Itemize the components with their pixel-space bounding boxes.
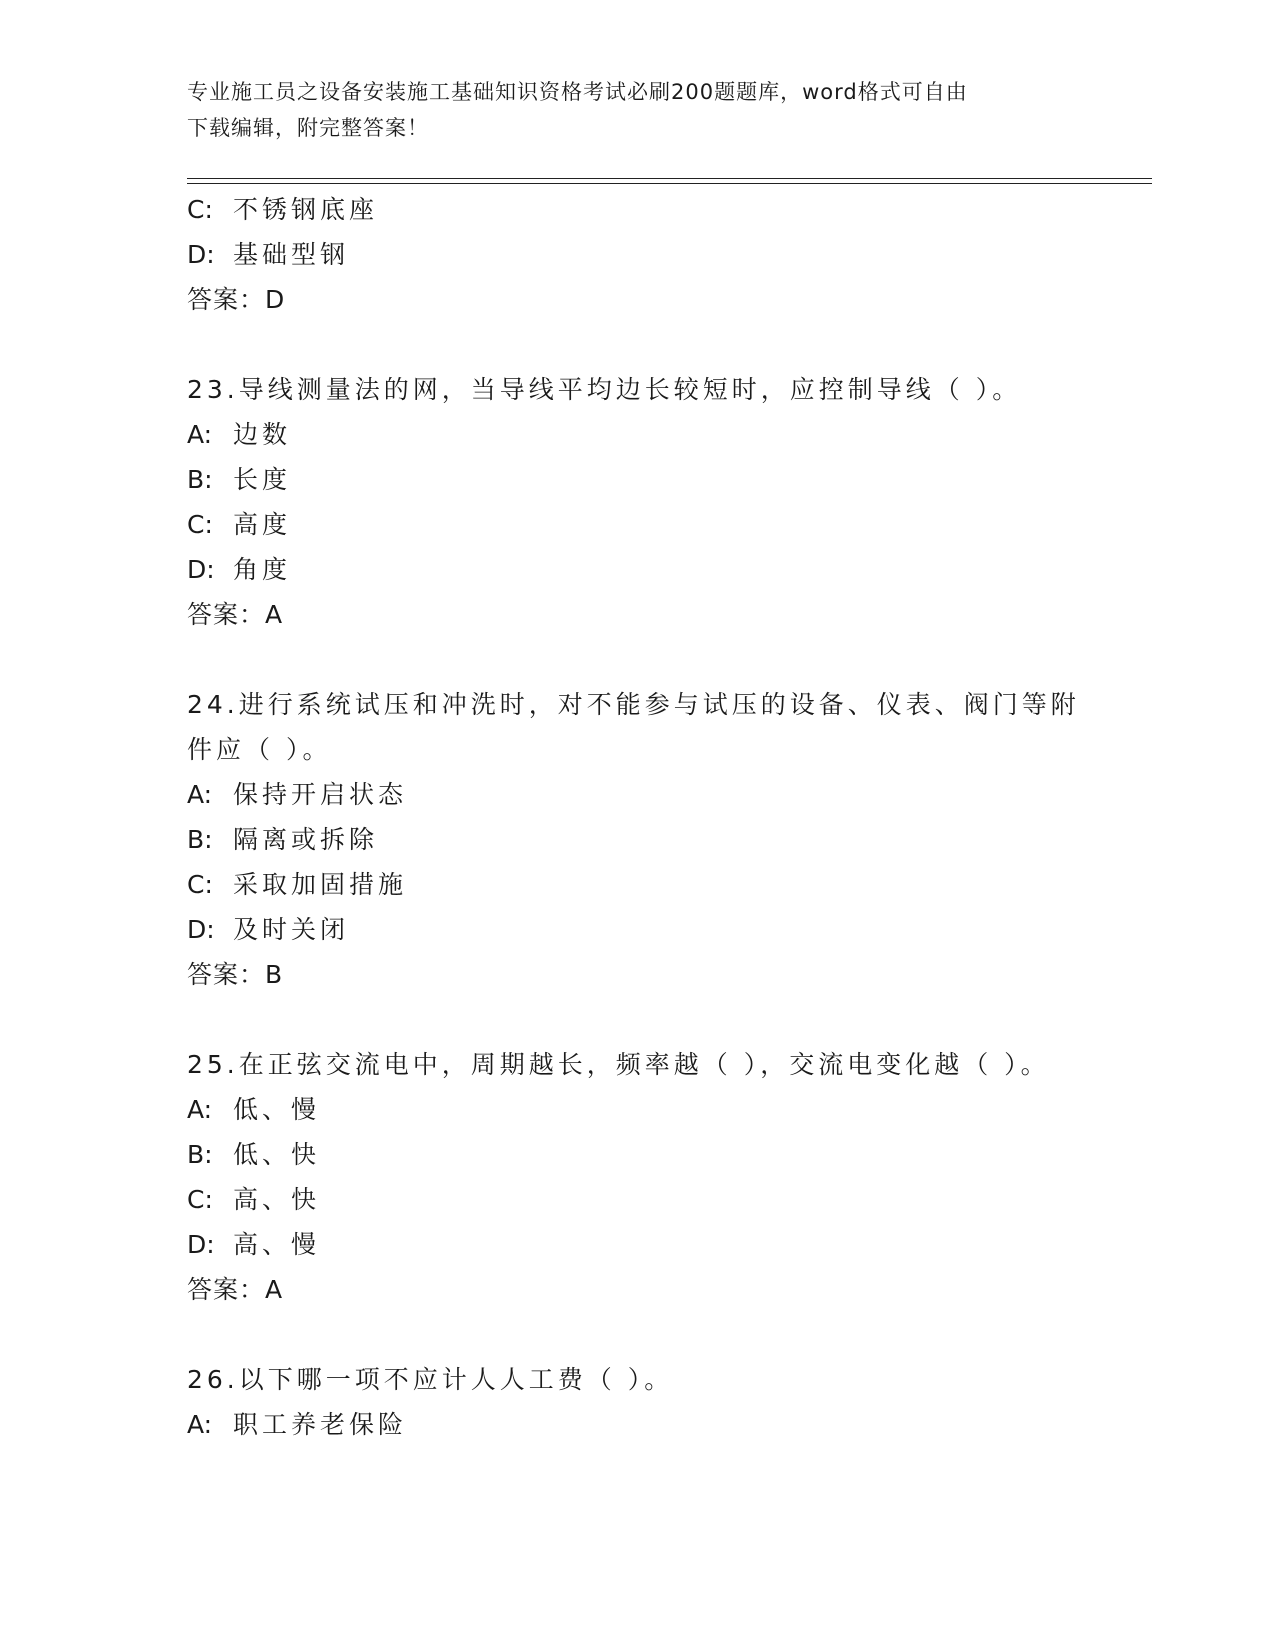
answer-label: 答案： [187,960,266,989]
option-text: 基础型钢 [233,240,350,269]
option-text: 及时关闭 [233,915,350,944]
option-a: A: 边数 [187,420,292,449]
option-c: C: 高度 [187,510,292,539]
option-text: 长度 [233,465,292,494]
header-line: 专业施工员之设备安装施工基础知识资格考试必刷200题题库，word格式可自由 [187,80,968,104]
option-text: 低、慢 [233,1095,321,1124]
option-c: C: 采取加固措施 [187,870,408,899]
answer-label: 答案： [187,1275,266,1304]
option-d: D: 角度 [187,555,292,584]
option-d: D: 基础型钢 [187,240,350,269]
answer-label: 答案： [187,285,266,314]
option-c: C: 不锈钢底座 [187,195,379,224]
option-text: 高、慢 [233,1230,321,1259]
option-text: 保持开启状态 [233,780,408,809]
option-a: A: 低、慢 [187,1095,321,1124]
option-text: 边数 [233,420,292,449]
answer-value: D [265,285,286,314]
option-d: D: 及时关闭 [187,915,350,944]
option-text: 高、快 [233,1185,321,1214]
answer-line [187,960,283,990]
answer-value: A [265,1275,284,1304]
option-c: C: 高、快 [187,1185,321,1214]
answer-value: B [265,960,284,989]
option-text: 隔离或拆除 [233,825,379,854]
option-text: 不锈钢底座 [233,195,379,224]
header-line: 下载编辑，附完整答案！ [187,116,429,140]
option-b: B: 隔离或拆除 [187,825,379,854]
option-a: A: 职工养老保险 [187,1410,408,1439]
option-text: 低、快 [233,1140,321,1169]
answer-label: 答案： [187,600,266,629]
question-stem: 25.在正弦交流电中，周期越长，频率越（ ），交流电变化越（ ）。 [187,1050,1050,1079]
document-header [187,74,1087,146]
option-d: D: 高、慢 [187,1230,321,1259]
header-divider [187,183,1152,184]
question-stem-continued: 件应（ ）。 [187,735,332,764]
option-a: A: 保持开启状态 [187,780,408,809]
question-stem: 23.导线测量法的网，当导线平均边长较短时，应控制导线（ ）。 [187,375,1022,404]
question-stem: 26.以下哪一项不应计人人工费（ ）。 [187,1365,674,1394]
option-text: 采取加固措施 [233,870,408,899]
option-text: 角度 [233,555,292,584]
option-b: B: 长度 [187,465,292,494]
question-stem: 24.进行系统试压和冲洗时，对不能参与试压的设备、仪表、阀门等附 [187,690,1080,719]
option-text: 职工养老保险 [233,1410,408,1439]
answer-line [187,600,283,630]
answer-value: A [265,600,284,629]
option-b: B: 低、快 [187,1140,321,1169]
answer-line [187,285,285,315]
option-text: 高度 [233,510,292,539]
answer-line [187,1275,283,1305]
header-divider [187,178,1152,179]
